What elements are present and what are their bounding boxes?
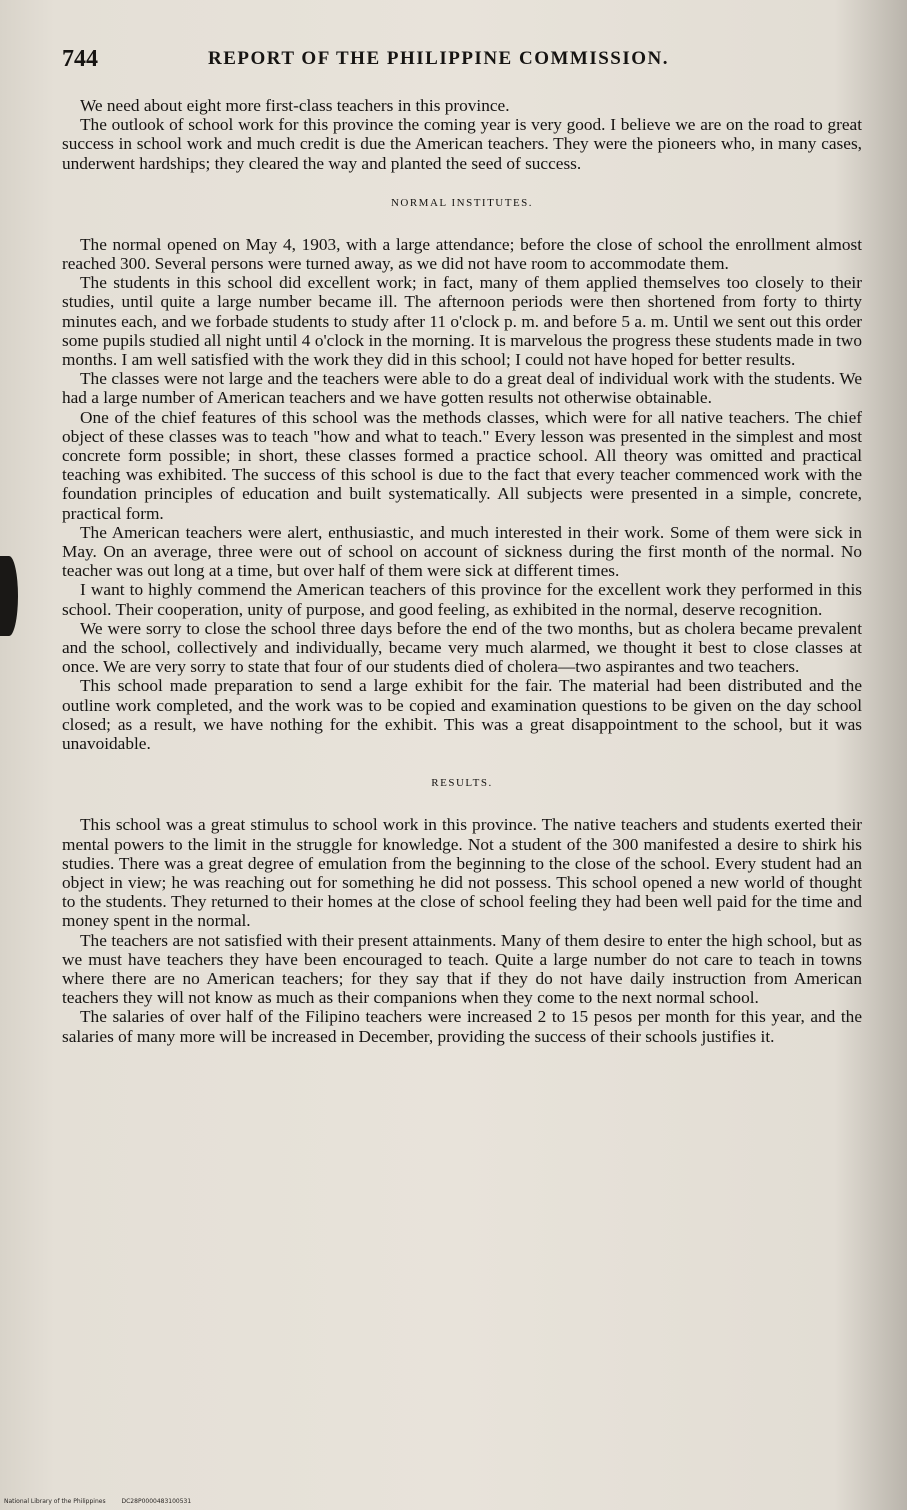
page-number: 744 bbox=[62, 46, 98, 72]
normal-paragraph: The students in this school did excellent work; in fact, many of them applied themselves too closely to their studies, until quite a large number became ill. The afternoon periods were then shortened from forty to thirty minutes each, and we forbade students to study after 11 o'clock p. m. and before 5 a. m. Until we sent out this order some pupils studied all night until 4 o'clock in the morning. It is marvelous the progress these students made in two months. I am well satisfied with the work they did in this school; I could not have hoped for better results. bbox=[62, 273, 862, 370]
normal-paragraph: One of the chief features of this school was the methods classes, which were for all native teachers. The chief object of these classes was to teach "how and what to teach." Every lesson was presented in the simplest and most concrete form possible; in short, these classes formed a practice school. All theory was omitted and practical teaching was exhibited. The success of this school is due to the fact that every teacher commenced work with the foundation principles of education and built systematically. All subjects were presented in a simple, concrete, practical form. bbox=[62, 407, 862, 523]
footer-code: DC28P0000483100531 bbox=[121, 1498, 192, 1505]
section-heading-results: RESULTS. bbox=[431, 777, 493, 790]
results-paragraph: This school was a great stimulus to school work in this province. The native teachers and students exerted their mental powers to the limit in the struggle for knowledge. Not a student of the 300 manifested a desire to shirk his studies. There was a great degree of emulation from the beginning to the close of the school. Every student had an object in view; he was reaching out for something he did not possess. This school opened a new world of thought to the students. They returned to their homes at the close of school feeling they had been well paid for the time and money spent in the normal. bbox=[62, 815, 862, 931]
footer-library: National Library of the Philippines bbox=[4, 1498, 106, 1505]
page-body bbox=[62, 96, 862, 1046]
section-heading-normal-institutes: NORMAL INSTITUTES. bbox=[390, 196, 534, 209]
normal-paragraph: This school made preparation to send a large exhibit for the fair. The material had been distributed and the outline work completed, and the work was to be copied and examination questions to be given on the day school closed; as a result, we have nothing for the exhibit. This was a great disappointment to the school, but it was unavoidable. bbox=[62, 676, 862, 754]
scan-footer bbox=[4, 1498, 205, 1505]
running-title: REPORT OF THE PHILIPPINE COMMISSION. bbox=[208, 48, 670, 69]
normal-paragraph: The American teachers were alert, enthusiastic, and much interested in their work. Some of them were sick in May. On an average, three were out of school on account of sickness during the first month of the normal. No teacher was out long at a time, but over half of them were sick at different times. bbox=[62, 522, 862, 581]
normal-paragraph: The classes were not large and the teachers were able to do a great deal of individual work with the students. We had a large number of American teachers and we have gotten results not otherwise obtainable. bbox=[62, 369, 862, 408]
intro-paragraph: We need about eight more first-class teachers in this province. bbox=[80, 96, 510, 115]
normal-paragraph: I want to highly commend the American teachers of this province for the excellent work they performed in this school. Their cooperation, unity of purpose, and good feeling, as exhibited in the normal, deserve recognition. bbox=[62, 580, 862, 619]
normal-paragraph: The normal opened on May 4, 1903, with a large attendance; before the close of school the enrollment almost reached 300. Several persons were turned away, as we did not have room to accommodate them. bbox=[62, 234, 862, 274]
normal-paragraph: We were sorry to close the school three days before the end of the two months, but as cholera became prevalent and the school, collectively and individually, became very much alarmed, we thought it best to close classes at once. We are very sorry to state that four of our students died of cholera—two aspirantes and two teachers. bbox=[62, 618, 862, 677]
page-header bbox=[62, 40, 862, 80]
intro-paragraph: The outlook of school work for this province the coming year is very good. I believe we are on the road to great success in school work and much credit is due the American teachers. They were the pioneers who, in many cases, underwent hardships; they cleared the way and planted the seed of success. bbox=[62, 115, 862, 173]
results-paragraph: The salaries of over half of the Filipino teachers were increased 2 to 15 pesos per month for this year, and the salaries of many more will be increased in December, providing the success of their schools justifies it. bbox=[62, 1007, 862, 1046]
results-paragraph: The teachers are not satisfied with their present attainments. Many of them desire to enter the high school, but as we must have teachers they have been encouraged to teach. Quite a large number do not care to teach in towns where there are no American teachers; for they say that if they do not have daily instruction from American teachers they will not know as much as their companions when they come to the next normal school. bbox=[62, 930, 862, 1008]
ink-blot bbox=[0, 556, 18, 636]
